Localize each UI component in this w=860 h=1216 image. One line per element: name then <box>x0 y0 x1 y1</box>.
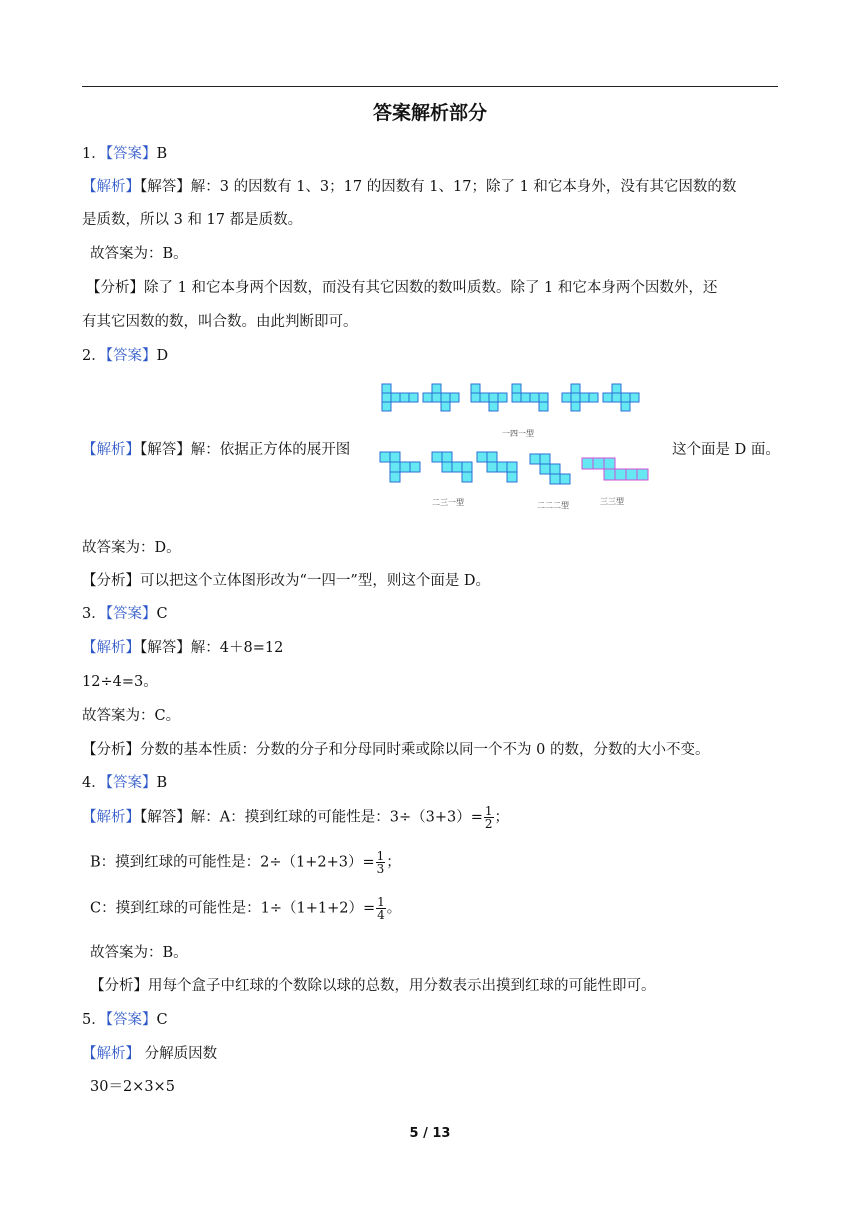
q1-jiexi-tag: 【解析】 <box>82 179 140 195</box>
q1-answer-line <box>82 142 167 163</box>
q3-explain-text: 【解答】解：4＋8=12 <box>140 640 284 656</box>
q3-answer: C <box>156 606 168 622</box>
q5-factorization: 30＝2×3×5 <box>90 1079 175 1095</box>
q5-answer: C <box>156 1012 168 1028</box>
q4-conclusion: 故答案为：B。 <box>90 945 188 961</box>
q2-jiexi-tag: 【解析】 <box>82 442 140 458</box>
net-label-231: 二三一型 <box>432 498 464 507</box>
q4-fraction-c-den: 4 <box>377 908 385 922</box>
q4-line-a <box>82 805 509 830</box>
net-label-33: 三三型 <box>600 497 624 506</box>
q2-analysis: 【分析】可以把这个立体图形改为“一四一”型，则这个面是 D。 <box>82 573 491 589</box>
header-rule <box>82 86 778 87</box>
q2-answer-line <box>82 344 168 365</box>
q1-conclusion: 故答案为：B。 <box>90 246 188 262</box>
q5-answer-line <box>82 1008 168 1029</box>
q5-explain-text: 分解质因数 <box>140 1046 218 1062</box>
q1-analysis-line1: 【分析】除了 1 和它本身两个因数，而没有其它因数的数叫质数。除了 1 和它本身两个因数外，还 <box>86 280 718 296</box>
q4-line-c <box>90 896 401 921</box>
q1-analysis-line2: 有其它因数的数，叫合数。由此判断即可。 <box>82 314 358 330</box>
q4-line-b-text: B：摸到红球的可能性是：2÷（1+2+3）= <box>90 854 375 871</box>
q4-fraction-b-den: 3 <box>376 862 385 876</box>
q4-line-c-end: 。 <box>386 900 402 917</box>
q4-fraction-b-num: 1 <box>376 849 385 863</box>
q1-jieda-label: 【解答】 <box>140 179 191 195</box>
q4-analysis: 【分析】用每个盒子中红球的个数除以球的总数，用分数表示出摸到红球的可能性即可。 <box>90 978 656 994</box>
q3-number: 3． <box>82 606 106 622</box>
q4-answer: B <box>156 775 168 791</box>
q1-explain-text1: 解：3 的因数有 1、3；17 的因数有 1、17；除了 1 和它本身外，没有其它因数的数 <box>190 179 737 195</box>
net-label-222: 二二二型 <box>537 501 569 510</box>
q4-line-a-text: 【解答】解：A：摸到红球的可能性是：3÷（3+3）= <box>140 809 483 826</box>
q5-explain-line <box>82 1042 217 1063</box>
q3-explain-line2: 12÷4=3。 <box>82 674 158 690</box>
q3-explain-line <box>82 636 283 657</box>
q1-answer-tag: 【答案】 <box>105 146 157 162</box>
page-number: 5 / 13 <box>409 1126 451 1141</box>
q5-answer-tag: 【答案】 <box>105 1012 157 1028</box>
q3-jiexi-tag: 【解析】 <box>82 640 140 656</box>
q4-fraction-c <box>376 896 386 921</box>
q3-conclusion: 故答案为：C。 <box>82 708 181 724</box>
cube-nets-figure <box>372 374 664 520</box>
q2-explain-text: 【解答】解：依据正方体的展开图 <box>140 442 351 458</box>
q4-jiexi-tag: 【解析】 <box>82 809 140 826</box>
q2-explain-tail: 这个面是 D 面。 <box>672 442 780 458</box>
q4-fraction-a-den: 2 <box>484 817 493 831</box>
q4-fraction-a <box>484 805 494 830</box>
q2-number: 2． <box>82 348 106 364</box>
q4-line-a-end: ； <box>494 809 509 826</box>
q3-answer-line <box>82 602 168 623</box>
q4-answer-line <box>82 771 167 792</box>
q4-fraction-c-num: 1 <box>377 895 385 909</box>
q5-number: 5． <box>82 1012 106 1028</box>
q1-explain-line2: 是质数，所以 3 和 17 都是质数。 <box>82 212 303 228</box>
q4-fraction-a-num: 1 <box>484 804 493 818</box>
net-label-141: 一四一型 <box>502 429 534 438</box>
q2-answer: D <box>156 348 169 364</box>
q2-conclusion: 故答案为：D。 <box>82 540 181 556</box>
q1-number: 1． <box>82 146 106 162</box>
q3-analysis: 【分析】分数的基本性质：分数的分子和分母同时乘或除以同一个不为 0 的数，分数的大小不变。 <box>82 742 710 758</box>
q4-line-b-end: ； <box>386 854 401 871</box>
page-title: 答案解析部分 <box>372 102 487 124</box>
q1-answer: B <box>156 146 168 162</box>
q4-line-b <box>90 850 401 875</box>
q1-explain-line1 <box>82 175 736 196</box>
q2-explain-line <box>82 438 350 459</box>
q4-fraction-b <box>376 850 386 875</box>
q4-number: 4． <box>82 775 106 791</box>
q5-jiexi-tag: 【解析】 <box>82 1046 140 1062</box>
q3-answer-tag: 【答案】 <box>105 606 157 622</box>
q2-answer-tag: 【答案】 <box>105 348 157 364</box>
q4-line-c-text: C：摸到红球的可能性是：1÷（1+1+2）= <box>90 900 376 917</box>
q4-answer-tag: 【答案】 <box>105 775 157 791</box>
